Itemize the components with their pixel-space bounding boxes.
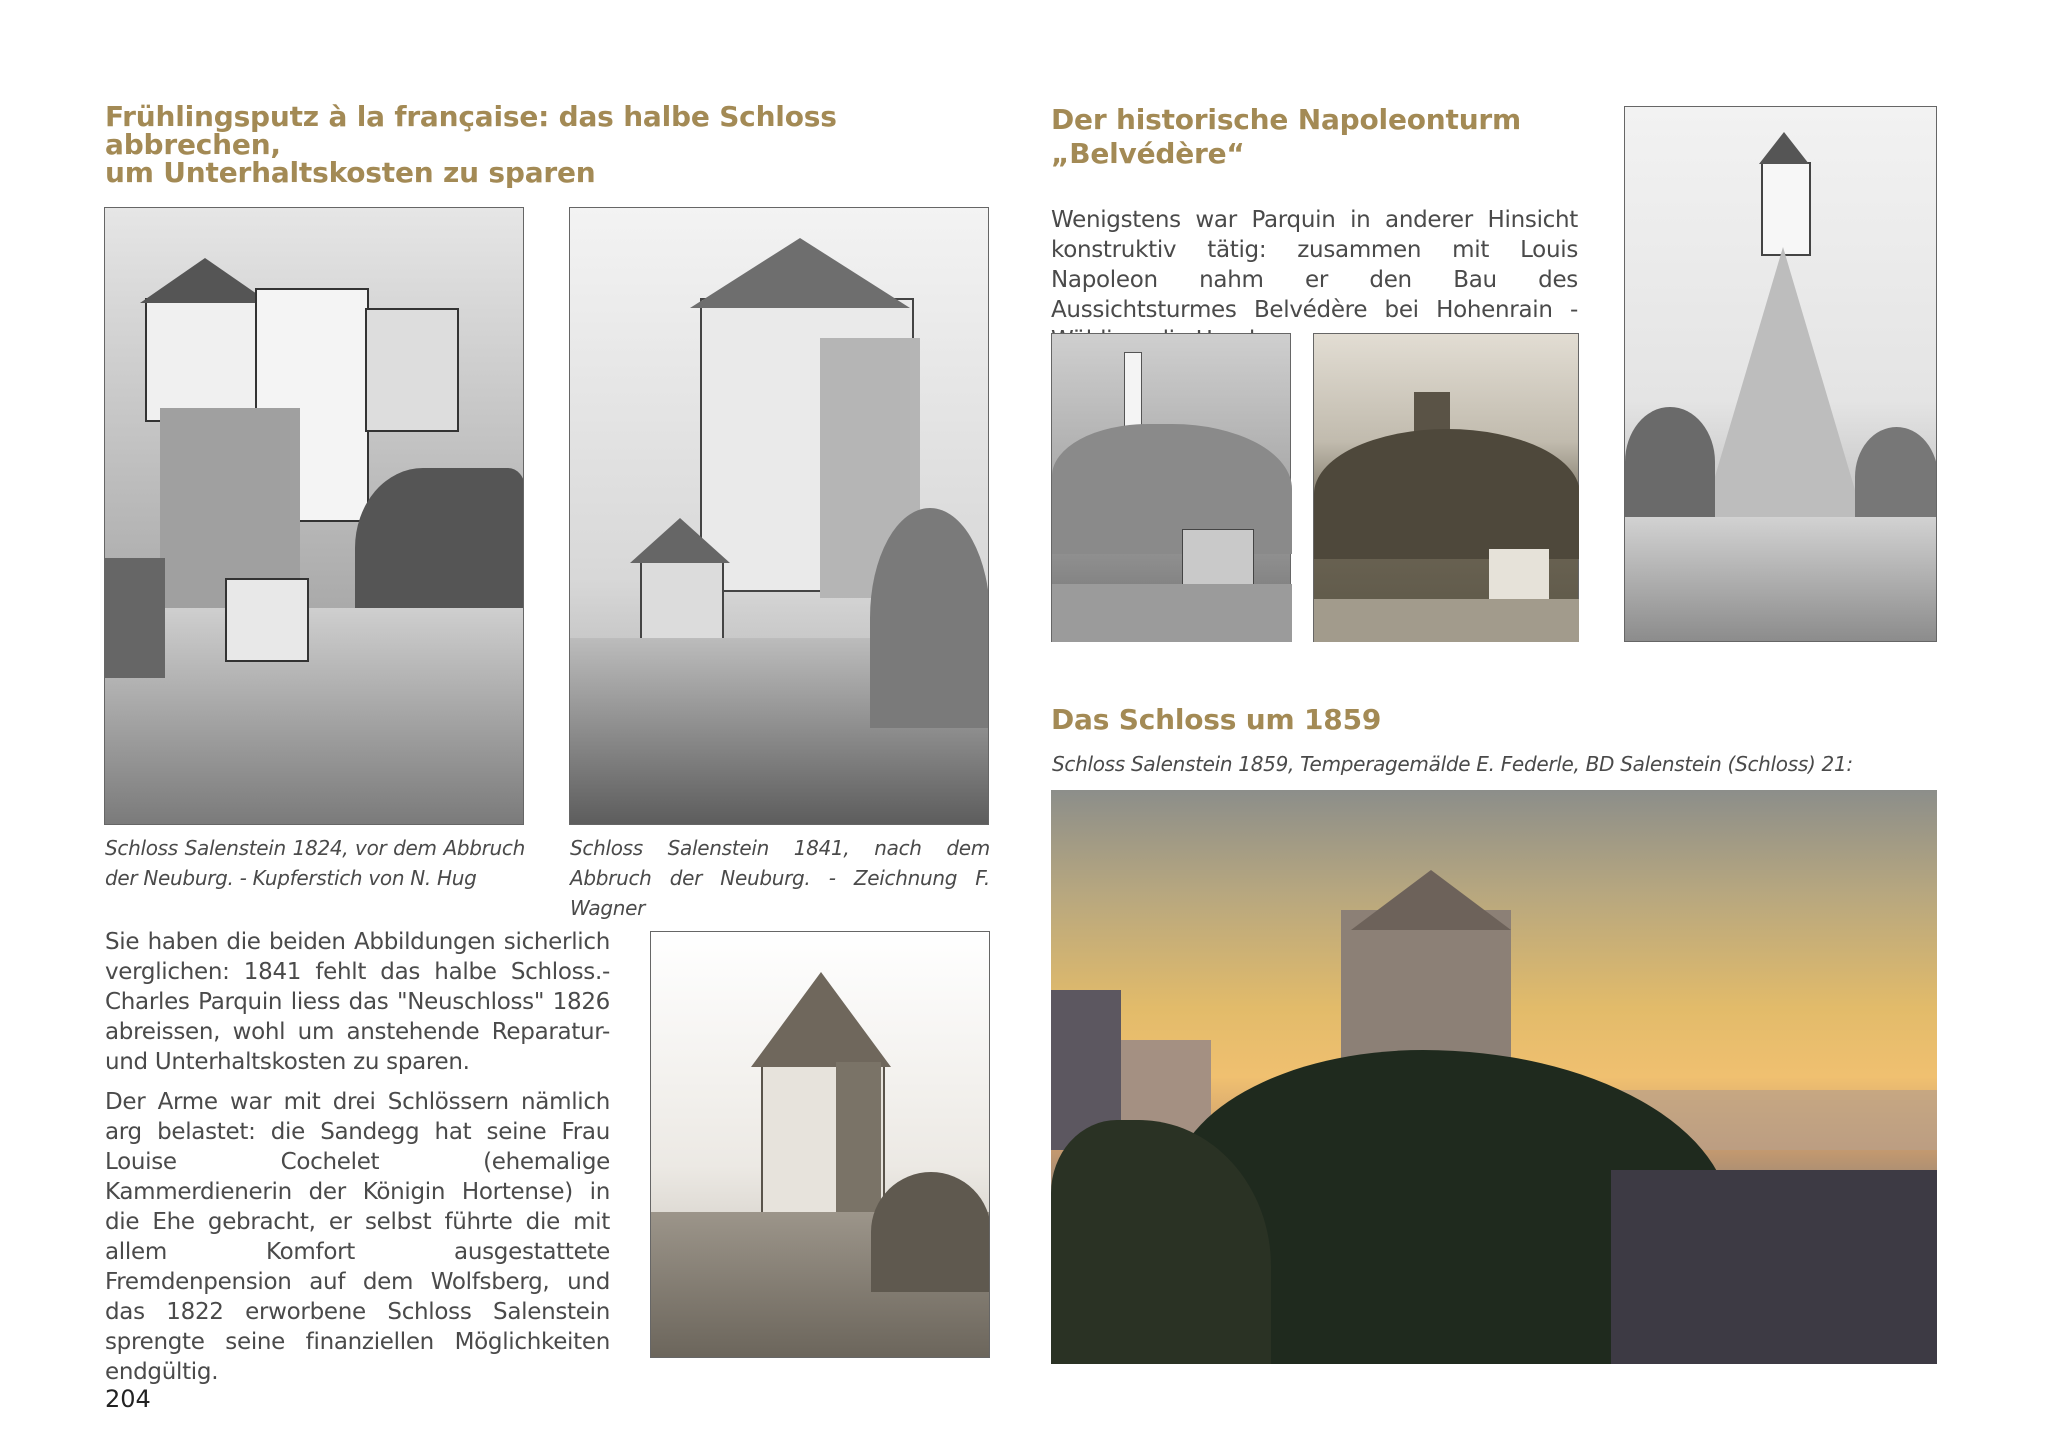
- right-heading-line1: Der historische Napoleonturm: [1051, 103, 1522, 136]
- caption-1859: Schloss Salenstein 1859, Temperagemälde E. Federle, BD Salenstein (Schloss) 21:: [1052, 752, 1853, 776]
- left-heading-line1: Frühlingsputz à la française: das halbe Schloss abbrechen,: [105, 100, 837, 161]
- right-heading: [1051, 103, 1611, 171]
- image-schloss-1859-painting: [1051, 790, 1937, 1364]
- page-number: 204: [105, 1385, 151, 1413]
- image-belvedere-then-now: [1051, 333, 1579, 642]
- image-schloss-1824: [104, 207, 524, 825]
- left-heading-line2: um Unterhaltskosten zu sparen: [105, 156, 596, 189]
- image-schloss-tower: [650, 931, 990, 1358]
- heading-1859: Das Schloss um 1859: [1051, 703, 1382, 736]
- image-schloss-1841: [569, 207, 989, 825]
- left-paragraph-1: Sie haben die beiden Abbildungen sicherlich verglichen: 1841 fehlt das halbe Schloss.- Charles Parquin liess das "Neuschloss" 1826 abreissen, wohl um anstehende Reparatur- und Unterhaltskosten zu sparen.: [105, 929, 610, 1075]
- image-belvedere-tower: [1624, 106, 1937, 642]
- left-heading: [105, 100, 985, 189]
- left-paragraph-2: Der Arme war mit drei Schlössern nämlich arg belastet: die Sandegg hat seine Frau Louise Cochelet (ehemalige Kammerdienerin der Königin Hortense) in die Ehe gebracht, er selbst führte die mit allem Komfort ausgestattete Fremdenpension auf dem Wolfsberg, und das 1822 erworbene Schloss Salenstein sprengte seine finanziellen Möglichkeiten endgültig.: [105, 1089, 610, 1385]
- image-belvedere-drawing: [1051, 333, 1291, 642]
- image-belvedere-photo: [1313, 333, 1579, 642]
- right-paragraph: Wenigstens war Parquin in anderer Hinsicht konstruktiv tätig: zusammen mit Louis Napoleon nahm er den Bau des Aussichtsturmes Belvédère bei Hohenrain -: [1051, 207, 1578, 323]
- caption-1824: Schloss Salenstein 1824, vor dem Abbruch der Neuburg. - Kupferstich von N. Hug: [105, 836, 525, 890]
- caption-1841: Schloss Salenstein 1841, nach dem Abbruch der Neuburg. - Zeichnung F. Wagner: [570, 836, 990, 920]
- right-heading-line2: „Belvédère“: [1051, 137, 1245, 170]
